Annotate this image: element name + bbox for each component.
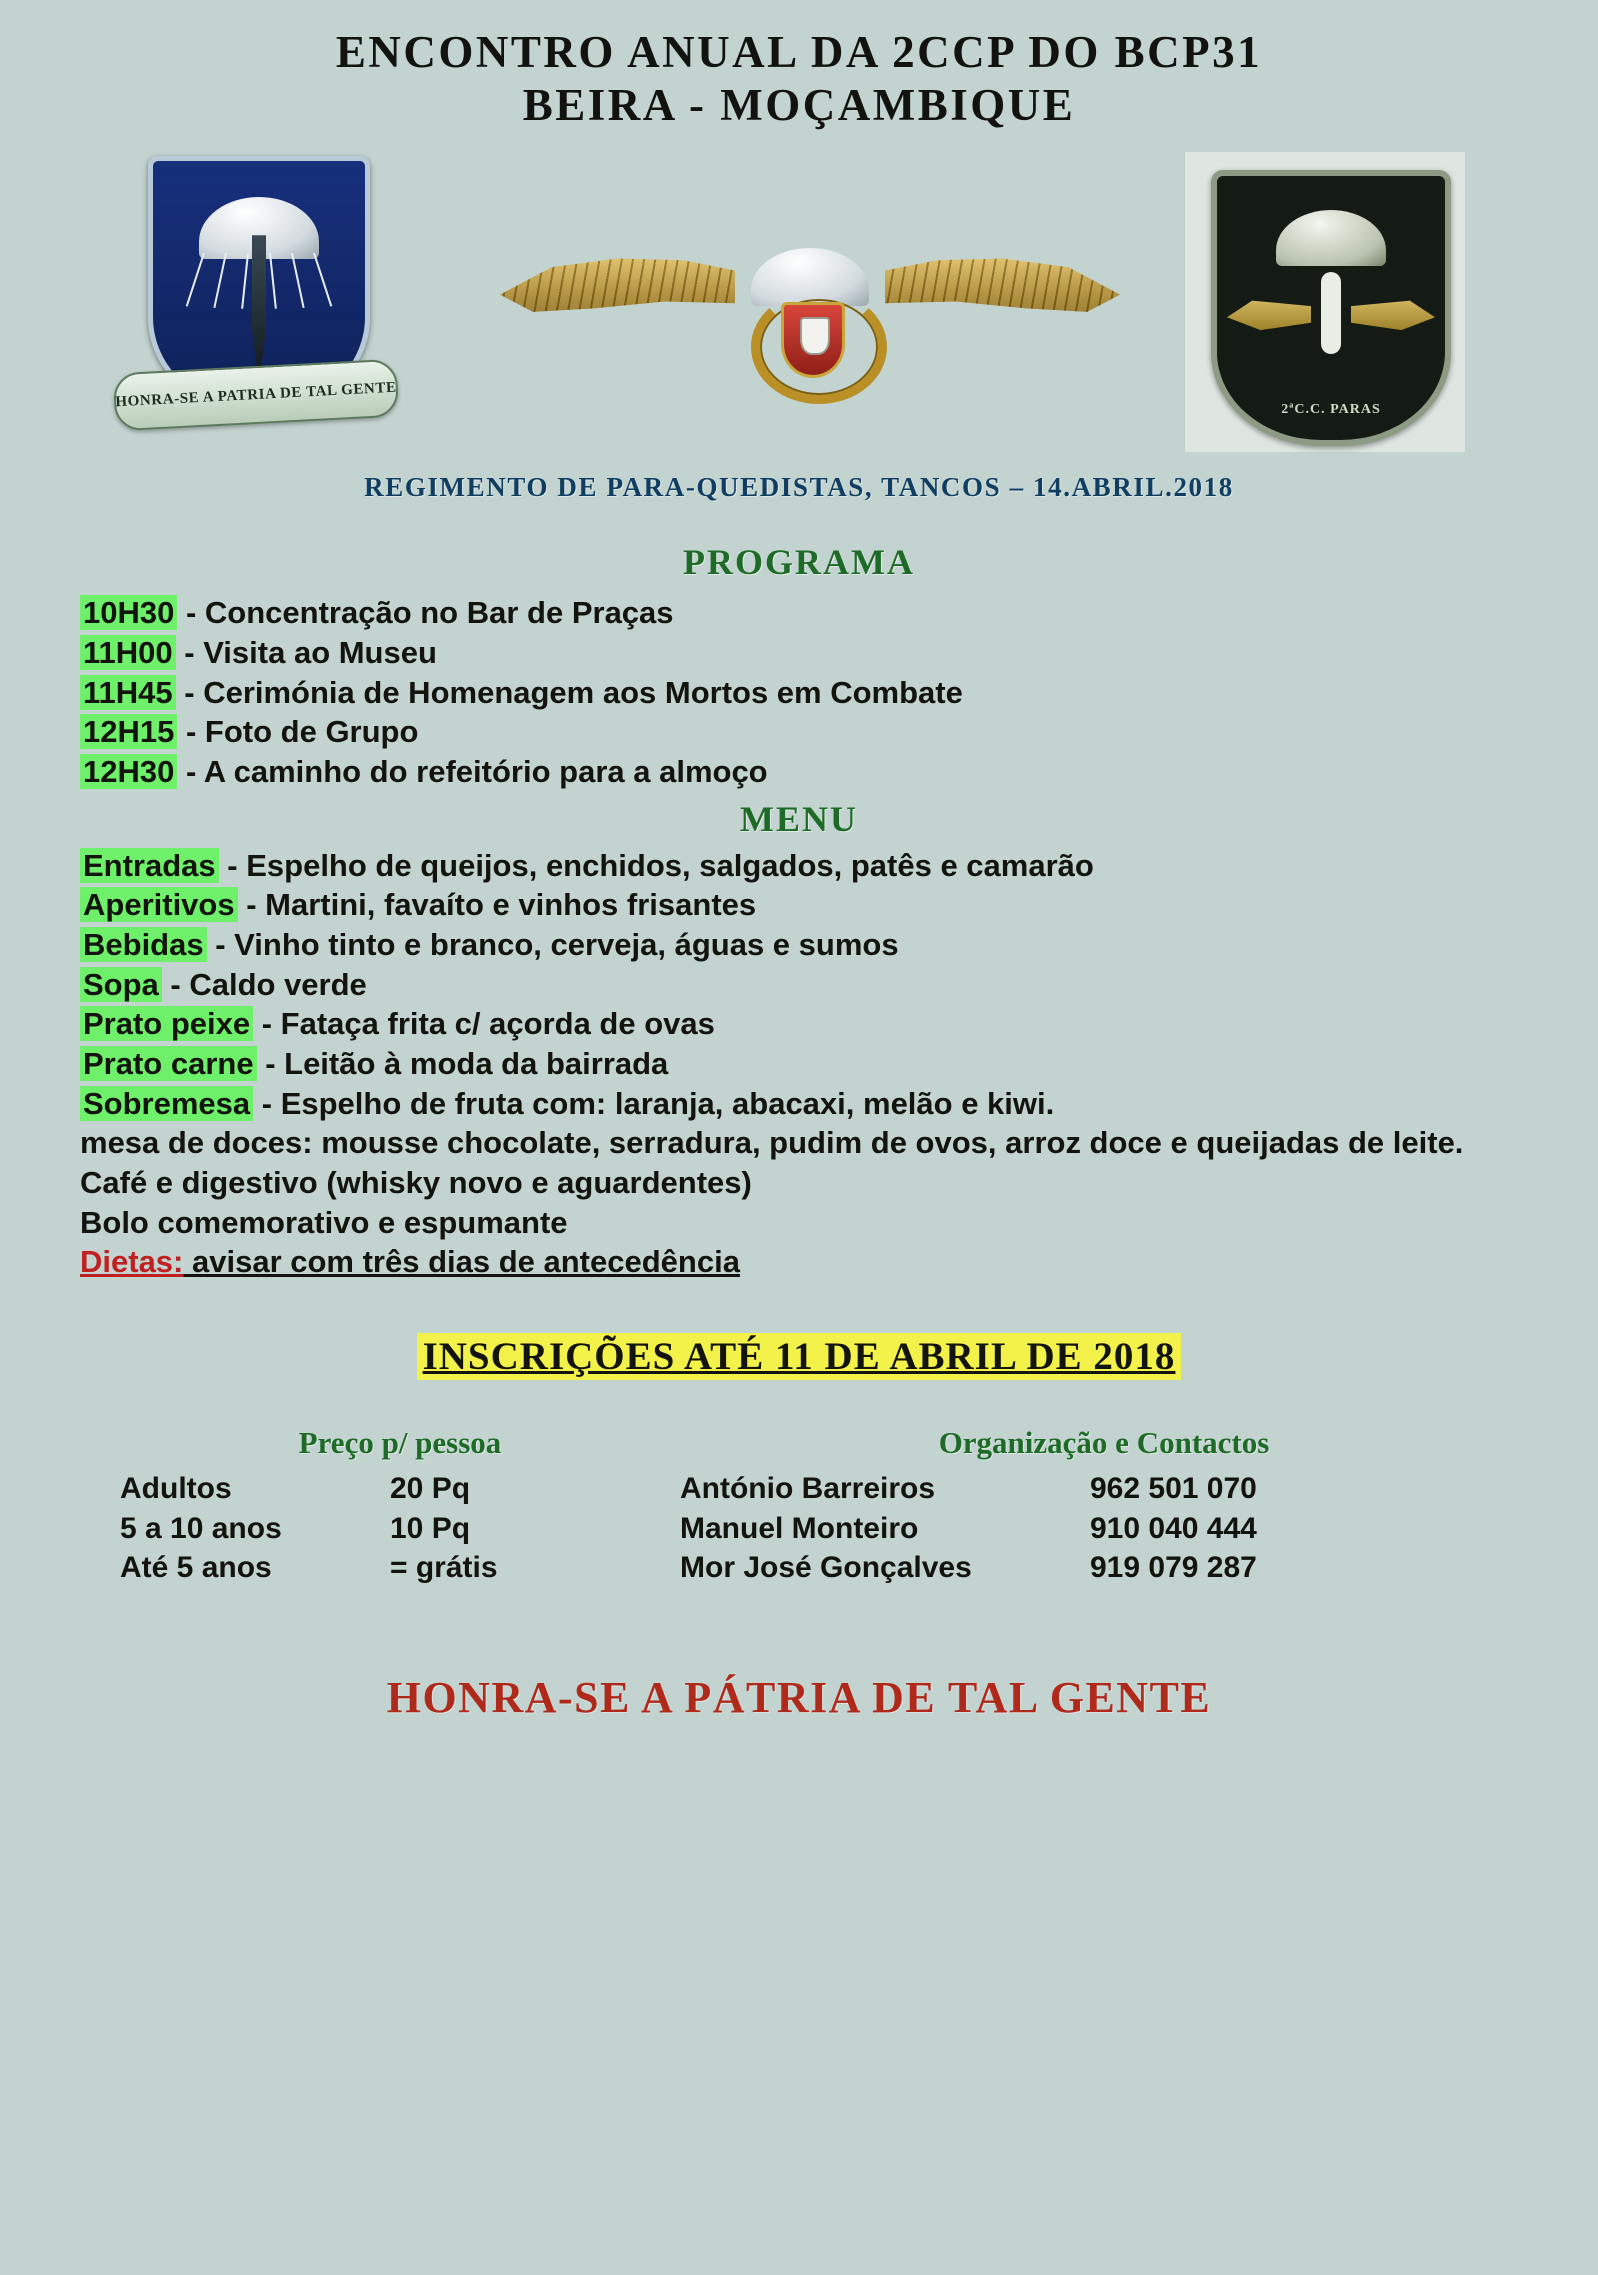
menu-item bbox=[80, 846, 1538, 886]
emblem-ribbon bbox=[113, 359, 400, 432]
contacto-phone[interactable]: 962 501 070 bbox=[1090, 1471, 1257, 1505]
wing-right-icon bbox=[1351, 294, 1435, 340]
inscricoes-banner bbox=[0, 1334, 1598, 1379]
wing-left-icon bbox=[1227, 294, 1311, 340]
programa-item bbox=[80, 633, 1538, 673]
programa-item bbox=[80, 673, 1538, 713]
programa-item-time: 11H00 bbox=[80, 635, 176, 670]
patch-icon bbox=[1211, 170, 1451, 446]
preco-title: Preço p/ pessoa bbox=[298, 1424, 502, 1460]
dietas-note bbox=[80, 1242, 1538, 1282]
menu-item-text: - Espelho de queijos, enchidos, salgados, patês e camarão bbox=[218, 847, 1094, 883]
programa-list bbox=[0, 593, 1598, 791]
portugal-shield-icon bbox=[781, 302, 845, 378]
preco-row bbox=[120, 1548, 680, 1588]
dietas-label: Dietas: bbox=[80, 1244, 184, 1280]
inscricoes-text: INSCRIÇÕES ATÉ 11 DE ABRIL DE 2018 bbox=[417, 1333, 1182, 1380]
contactos-column bbox=[680, 1425, 1528, 1588]
bottom-columns bbox=[0, 1425, 1598, 1588]
menu-item bbox=[80, 885, 1538, 925]
menu-item-text: - Leitão à moda da bairrada bbox=[256, 1045, 669, 1081]
menu-extra-line: mesa de doces: mousse chocolate, serradura, pudim de ovos, arroz doce e queijadas de leite. bbox=[80, 1125, 1464, 1161]
contacto-name: Mor José Gonçalves bbox=[680, 1551, 972, 1585]
menu-item bbox=[80, 1004, 1538, 1044]
preco-column bbox=[120, 1425, 680, 1588]
dietas-text: avisar com três dias de antecedência bbox=[183, 1244, 740, 1280]
menu-item-text: - Caldo verde bbox=[161, 966, 367, 1002]
programa-item-time: 11H45 bbox=[80, 675, 176, 710]
programa-item bbox=[80, 593, 1538, 633]
menu-item bbox=[80, 965, 1538, 1005]
emblem-row bbox=[0, 138, 1598, 458]
page-title-line-2: BEIRA - MOÇAMBIQUE bbox=[522, 80, 1076, 131]
contactos-title: Organização e Contactos bbox=[938, 1424, 1270, 1460]
preco-row bbox=[120, 1469, 680, 1509]
preco-row-value: 20 Pq bbox=[390, 1471, 471, 1505]
footer-motto bbox=[0, 1672, 1598, 1723]
menu-item bbox=[80, 925, 1538, 965]
menu-item-text: - Vinho tinto e branco, cerveja, águas e sumos bbox=[206, 926, 899, 962]
preco-row-value: 10 Pq bbox=[390, 1511, 471, 1545]
parachutist-wings-emblem bbox=[500, 196, 1120, 396]
menu-item bbox=[80, 1044, 1538, 1084]
menu-item-label: Entradas bbox=[80, 848, 219, 883]
paratrooper-figure-icon bbox=[1321, 272, 1341, 354]
contacto-phone[interactable]: 919 079 287 bbox=[1090, 1551, 1257, 1585]
programa-item-text: - A caminho do refeitório para a almoço bbox=[177, 753, 768, 789]
programa-item bbox=[80, 752, 1538, 792]
menu-item-label: Prato carne bbox=[80, 1046, 257, 1081]
2ccp-paras-patch bbox=[1185, 152, 1465, 452]
preco-row-label: 5 a 10 anos bbox=[120, 1511, 282, 1545]
contacto-row bbox=[680, 1509, 1528, 1549]
contacto-row bbox=[680, 1548, 1528, 1588]
wing-right-icon bbox=[885, 248, 1120, 334]
poster-title-block bbox=[0, 0, 1598, 132]
patch-label: 2ªC.C. PARAS bbox=[1281, 402, 1381, 418]
menu-title: MENU bbox=[740, 798, 858, 839]
programa-item-text: - Cerimónia de Homenagem aos Mortos em Combate bbox=[175, 674, 963, 710]
menu-extra-line: Café e digestivo (whisky novo e aguardentes) bbox=[80, 1164, 752, 1200]
preco-row-value: = grátis bbox=[390, 1551, 498, 1585]
programa-item-text: - Foto de Grupo bbox=[177, 714, 419, 750]
programa-item-time: 12H15 bbox=[80, 714, 177, 749]
event-subheader: REGIMENTO DE PARA-QUEDISTAS, TANCOS – 14.ABRIL.2018 bbox=[364, 472, 1234, 503]
menu-extra-line: Bolo comemorativo e espumante bbox=[80, 1204, 568, 1240]
bcp31-shield-emblem bbox=[104, 148, 404, 448]
programa-title: PROGRAMA bbox=[683, 542, 915, 583]
programa-item bbox=[80, 712, 1538, 752]
menu-item-text: - Espelho de fruta com: laranja, abacaxi, melão e kiwi. bbox=[253, 1085, 1055, 1121]
center-parachute-icon bbox=[725, 248, 895, 344]
preco-row-label: Adultos bbox=[120, 1471, 232, 1505]
wings-icon bbox=[500, 248, 1120, 344]
preco-row bbox=[120, 1509, 680, 1549]
dagger-icon bbox=[252, 235, 266, 385]
footer-motto-text: HONRA-SE A PÁTRIA DE TAL GENTE bbox=[386, 1672, 1212, 1722]
programa-item-text: - Visita ao Museu bbox=[175, 634, 437, 670]
programa-item-time: 12H30 bbox=[80, 754, 177, 789]
menu-item-label: Prato peixe bbox=[80, 1006, 253, 1041]
emblem-ribbon-text: HONRA-SE A PATRIA DE TAL GENTE bbox=[114, 379, 397, 411]
page-title-line-1: ENCONTRO ANUAL DA 2CCP DO BCP31 bbox=[335, 27, 1263, 77]
menu-item-label: Sopa bbox=[80, 967, 162, 1002]
menu-list bbox=[0, 846, 1598, 1282]
wing-left-icon bbox=[500, 248, 735, 334]
programa-item-time: 10H30 bbox=[80, 595, 177, 630]
menu-item-text: - Fataça frita c/ açorda de ovas bbox=[253, 1006, 715, 1042]
contacto-name: Manuel Monteiro bbox=[680, 1511, 919, 1545]
menu-item-text: - Martini, favaíto e vinhos frisantes bbox=[237, 887, 757, 923]
contacto-phone[interactable]: 910 040 444 bbox=[1090, 1511, 1257, 1545]
menu-item-label: Bebidas bbox=[80, 927, 207, 962]
menu-item bbox=[80, 1084, 1538, 1124]
contacto-row bbox=[680, 1469, 1528, 1509]
menu-item-label: Aperitivos bbox=[80, 887, 238, 922]
parachute-canopy-icon bbox=[1276, 210, 1386, 266]
preco-row-label: Até 5 anos bbox=[120, 1551, 272, 1585]
contacto-name: António Barreiros bbox=[680, 1471, 936, 1505]
programa-item-text: - Concentração no Bar de Praças bbox=[177, 595, 674, 631]
menu-item-label: Sobremesa bbox=[80, 1086, 253, 1121]
